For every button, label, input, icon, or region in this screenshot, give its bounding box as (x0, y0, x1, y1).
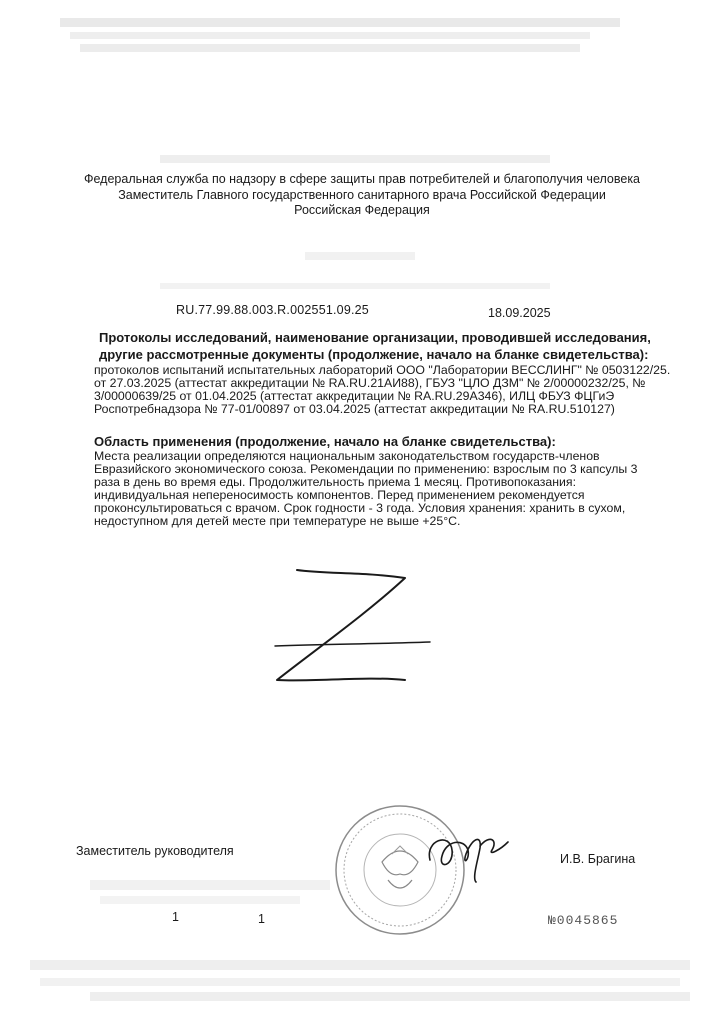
form-pattern-bottom-1 (30, 960, 690, 970)
protocols-title-line2: другие рассмотренные документы (продолжение, начало на бланке свидетельства): (99, 347, 649, 362)
certificate-date: 18.09.2025 (488, 306, 551, 320)
protocols-line: протоколов испытаний испытательных лабораторий ООО "Лаборатории ВЕССЛИНГ" № 0503122/25. (94, 363, 671, 377)
header-position: Заместитель Главного государственного санитарного врача Российской Федерации (118, 188, 606, 202)
z-cancellation-mark (255, 560, 435, 700)
form-pattern-top-2 (70, 32, 590, 39)
form-pattern-mid-3 (160, 283, 550, 289)
protocols-line: Роспотребнадзора № 77-01/00897 от 03.04.2025 (аттестат аккредитации № RA.RU.510127) (94, 402, 615, 416)
page-number-right: 1 (258, 912, 265, 926)
form-pattern-bottom-2 (40, 978, 680, 986)
scope-line: проконсультироваться с врачом. Срок годности - 3 года. Условия хранения: хранить в сухом, (94, 501, 626, 515)
scope-line: Евразийского экономического союза. Рекомендации по применению: взрослым по 3 капсулы 3 (94, 462, 638, 476)
form-pattern-top-3 (80, 44, 580, 52)
form-pattern-sig-2 (100, 896, 300, 904)
handwritten-signature (420, 820, 520, 890)
form-pattern-mid-1 (160, 155, 550, 163)
scope-line: раза в день во время еды. Продолжительность приема 1 месяц. Противопоказания: (94, 475, 577, 489)
form-pattern-mid-2 (305, 252, 415, 260)
scope-line: Места реализации определяются национальным законодательством государств-членов (94, 449, 600, 463)
form-pattern-bottom-3 (90, 992, 690, 1001)
certificate-number: RU.77.99.88.003.R.002551.09.25 (176, 303, 369, 317)
form-pattern-sig-1 (90, 880, 330, 890)
protocols-title-line1: Протоколы исследований, наименование организации, проводившей исследования, (99, 330, 651, 345)
form-serial-number: №0045865 (548, 913, 619, 928)
page-number-left: 1 (172, 910, 179, 924)
protocols-line: от 27.03.2025 (аттестат аккредитации № RA.RU.21АИ88), ГБУЗ "ЦЛО ДЗМ" № 2/00000232/25, № (94, 376, 646, 390)
scope-line: индивидуальная непереносимость компонентов. Перед применением рекомендуется (94, 488, 585, 502)
scope-title: Область применения (продолжение, начало на бланке свидетельства): (94, 434, 556, 449)
signatory-name: И.В. Брагина (560, 852, 636, 866)
form-pattern-top-1 (60, 18, 620, 27)
signatory-role: Заместитель руководителя (76, 844, 234, 858)
header-agency: Федеральная служба по надзору в сфере защиты прав потребителей и благополучия человека (83, 172, 641, 186)
protocols-line: 3/00000639/25 от 01.04.2025 (аттестат аккредитации № RA.RU.29А346), ИЛЦ ФБУЗ ФЦГиЭ (94, 389, 615, 403)
header-country: Российская Федерация (294, 203, 430, 217)
scope-line: недоступном для детей месте при температуре не выше +25°С. (94, 514, 461, 528)
